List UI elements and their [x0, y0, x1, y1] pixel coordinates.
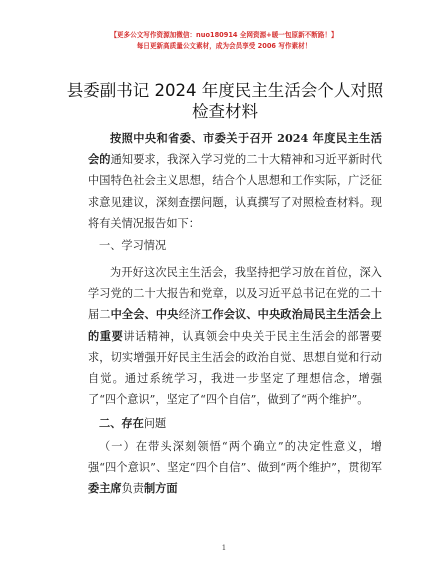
section-heading-problems-bold: 二、存在 — [99, 416, 144, 430]
paragraph-problems — [88, 436, 382, 500]
section-heading-problems — [88, 413, 382, 434]
promo-banner — [0, 30, 448, 52]
page-number: 1 — [221, 544, 227, 552]
promo-banner-line2: 每日更新高质量公文素材，成为会员享受 2006 写作素材！ — [136, 42, 312, 50]
paragraph-intro — [88, 128, 382, 234]
paragraph-study-bold-1: 中全会、中央 — [110, 307, 179, 322]
paragraph-problems-part-a: （一）在带头深刻领悟“两个确立”的决定性意义，增强“四个意识”、坚定“四个自信”、做到“两个维护”，贯彻军 — [88, 440, 382, 475]
paragraph-study — [88, 262, 382, 410]
paragraph-problems-bold-2: 制方面 — [143, 481, 178, 496]
paragraph-problems-part-b: 负责 — [121, 482, 144, 496]
section-heading-problems-rest: 问题 — [143, 417, 167, 430]
paragraph-study-part-b: 经济 — [178, 308, 202, 322]
paragraph-study-part-a: 为开好这次民主生活会，我坚持把学习放在首位，深入学习党的二十大报告和党章，以及习近平总书记在党的二十届二 — [88, 266, 382, 322]
section-heading-study: 一、学习情况 — [99, 239, 167, 252]
promo-banner-line1: 【更多公文写作资源加微信：nuo180914 全网资源+暖一包原新不断路！】 — [110, 31, 338, 39]
paragraph-intro-lead: 按照中央和省委、市委关于召开 2024 年度民主生活会的 — [88, 131, 382, 167]
document-title: 县委副书记 2024 年度民主生活会个人对照检查材料 — [66, 81, 384, 121]
paragraph-study-bold-2: 工作会议、中央政治局民主生活会上的重要 — [88, 307, 382, 343]
paragraph-intro-rest: 通知要求，我深入学习党的二十大精神和习近平新时代中国特色社会主义思想，结合个人思想和工作实际，广泛征求意见建议，深刻查摆问题，认真撰写了对照检查材料。现将有关情况报告如下： — [88, 153, 382, 230]
paragraph-problems-bold-1: 委主席 — [88, 481, 122, 496]
paragraph-study-part-c: 讲话精神，认真领会中央关于民主生活会的部署要求，切实增强开好民主生活会的政治自觉、思想自觉和行动自觉。通过系统学习，我进一步坚定了理想信念，增强了“四个意识”，坚定了“四个自信”，做到了“两个维护”。 — [88, 329, 382, 407]
